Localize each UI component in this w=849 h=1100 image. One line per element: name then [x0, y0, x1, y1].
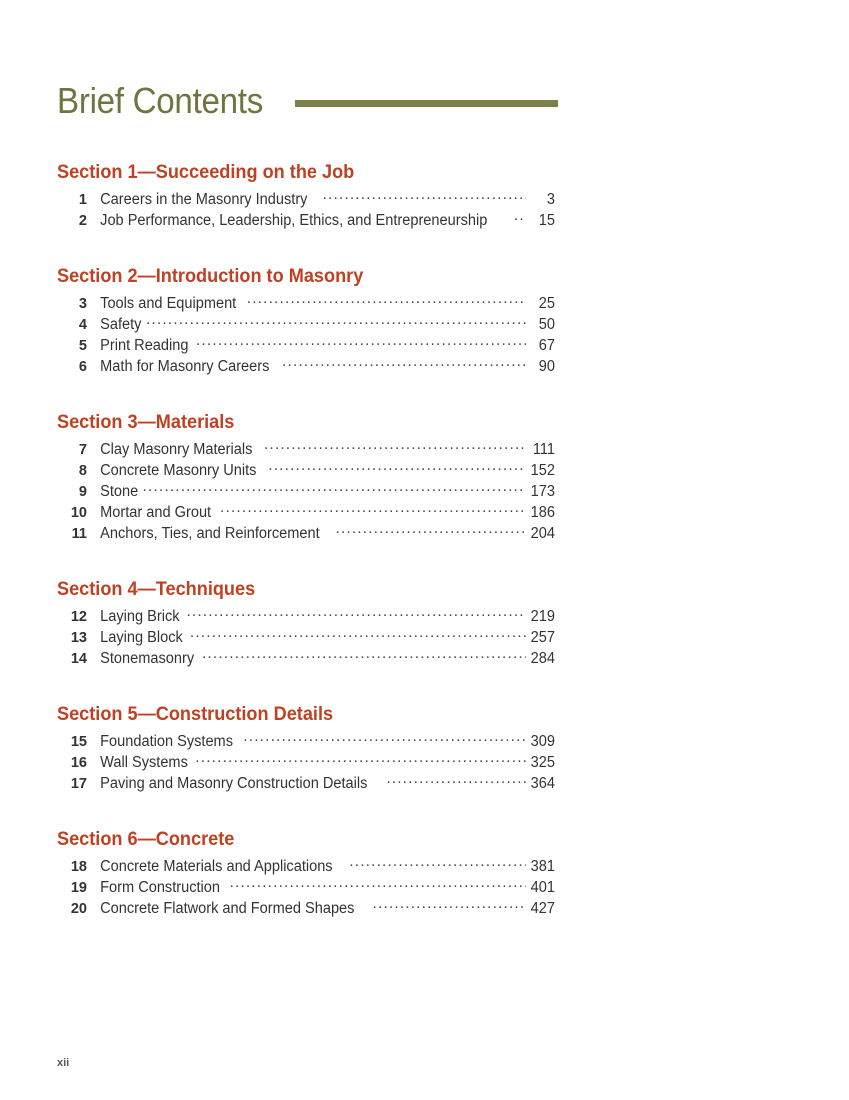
toc-entry-page-number: 152	[530, 462, 555, 479]
toc-entry[interactable]	[57, 855, 555, 876]
page-folio: xii	[57, 1057, 70, 1069]
toc-entry[interactable]	[57, 626, 555, 647]
section-heading: Section 1—Succeeding on the Job	[57, 161, 355, 183]
toc-entry-page-number: 309	[530, 733, 555, 750]
toc-entry-number: 10	[70, 505, 87, 521]
toc-dot-leader	[386, 772, 526, 788]
section-heading: Section 2—Introduction to Masonry	[57, 265, 364, 287]
toc-entry-page-number: 257	[530, 629, 555, 646]
toc-entry-number: 13	[70, 630, 87, 646]
toc-entry[interactable]	[57, 355, 555, 376]
toc-entry-title: Foundation Systems	[100, 733, 233, 750]
toc-entry-title: Safety	[100, 316, 142, 333]
toc-entry-page-number: 173	[530, 483, 555, 500]
toc-entry-title: Concrete Materials and Applications	[100, 858, 333, 875]
section-heading: Section 3—Materials	[57, 411, 235, 433]
toc-dot-leader	[190, 626, 526, 642]
toc-dot-leader	[143, 480, 526, 496]
toc-dot-leader	[264, 438, 526, 454]
toc-entry-page-number: 427	[530, 900, 555, 917]
toc-entry[interactable]	[57, 751, 555, 772]
toc-dot-leader	[282, 355, 526, 371]
toc-entry-title: Laying Brick	[100, 608, 180, 625]
toc-dot-leader	[373, 897, 526, 913]
toc-dot-leader	[186, 605, 526, 621]
toc-dot-leader	[268, 459, 526, 475]
toc-dot-leader	[202, 647, 526, 663]
toc-entry[interactable]	[57, 438, 555, 459]
toc-entry-title: Mortar and Grout	[100, 504, 212, 521]
toc-entry[interactable]	[57, 188, 555, 209]
toc-entry-title: Concrete Masonry Units	[100, 462, 257, 479]
toc-entry-title: Laying Block	[100, 629, 183, 646]
toc-dot-leader	[195, 751, 526, 767]
page-title: Brief Contents	[57, 80, 264, 121]
toc-entry-number: 9	[78, 484, 87, 500]
toc-entry-number: 20	[70, 901, 87, 917]
toc-entry[interactable]	[57, 876, 555, 897]
toc-dot-leader	[229, 876, 526, 892]
toc-entry-title: Clay Masonry Materials	[100, 441, 253, 458]
toc-entry-page-number: 219	[530, 608, 555, 625]
toc-entry[interactable]	[57, 209, 555, 230]
toc-dot-leader	[196, 334, 526, 350]
toc-dot-leader	[514, 209, 526, 225]
toc-entry-number: 12	[70, 609, 87, 625]
toc-entry-page-number: 381	[530, 858, 555, 875]
toc-entry-number: 16	[70, 755, 87, 771]
toc-section	[57, 160, 555, 230]
toc-entry-title: Stone	[100, 483, 139, 500]
toc-section	[57, 702, 555, 793]
toc-entry-page-number: 90	[538, 358, 555, 375]
toc-entry[interactable]	[57, 647, 555, 668]
table-of-contents	[57, 160, 555, 918]
toc-entry[interactable]	[57, 480, 555, 501]
toc-entry-title: Math for Masonry Careers	[100, 358, 270, 375]
toc-entry-title: Tools and Equipment	[100, 295, 237, 312]
toc-entry-number: 2	[78, 213, 87, 229]
section-heading: Section 5—Construction Details	[57, 703, 334, 725]
toc-entry-number: 19	[70, 880, 87, 896]
toc-entry[interactable]	[57, 897, 555, 918]
toc-dot-leader	[243, 730, 526, 746]
toc-section	[57, 410, 555, 543]
toc-entry[interactable]	[57, 459, 555, 480]
toc-entry-number: 18	[70, 859, 87, 875]
toc-entry-number: 15	[70, 734, 87, 750]
toc-entry-title: Job Performance, Leadership, Ethics, and Entrepreneurship	[100, 212, 488, 229]
toc-entry-page-number: 364	[530, 775, 555, 792]
toc-entry-page-number: 3	[546, 191, 555, 208]
toc-dot-leader	[220, 501, 526, 517]
toc-entry[interactable]	[57, 334, 555, 355]
toc-dot-leader	[146, 313, 526, 329]
toc-entry-page-number: 25	[538, 295, 555, 312]
toc-dot-leader	[323, 188, 526, 204]
title-rule-divider	[295, 100, 558, 107]
toc-entry-title: Concrete Flatwork and Formed Shapes	[100, 900, 355, 917]
toc-entry-title: Stonemasonry	[100, 650, 195, 667]
toc-entry-page-number: 186	[530, 504, 555, 521]
toc-entry-number: 7	[78, 442, 87, 458]
toc-entry[interactable]	[57, 313, 555, 334]
page-title-block	[57, 80, 558, 122]
toc-entry-number: 4	[78, 317, 87, 333]
toc-entry-title: Wall Systems	[100, 754, 188, 771]
toc-entry-page-number: 284	[530, 650, 555, 667]
toc-entry-page-number: 67	[538, 337, 555, 354]
toc-entry-page-number: 111	[532, 441, 555, 458]
toc-dot-leader	[335, 522, 526, 538]
toc-entry-page-number: 401	[530, 879, 555, 896]
toc-entry-title: Anchors, Ties, and Reinforcement	[100, 525, 320, 542]
toc-entry-title: Print Reading	[100, 337, 189, 354]
toc-entry-number: 17	[70, 776, 87, 792]
toc-entry-number: 5	[78, 338, 87, 354]
toc-entry[interactable]	[57, 605, 555, 626]
toc-entry-title: Careers in the Masonry Industry	[100, 191, 308, 208]
section-heading: Section 4—Techniques	[57, 578, 256, 600]
toc-entry[interactable]	[57, 730, 555, 751]
toc-entry-number: 14	[70, 651, 87, 667]
section-heading: Section 6—Concrete	[57, 828, 235, 850]
toc-entry-page-number: 325	[530, 754, 555, 771]
toc-section	[57, 827, 555, 918]
toc-dot-leader	[349, 855, 526, 871]
toc-entry[interactable]	[57, 772, 555, 793]
toc-entry-title: Paving and Masonry Construction Details	[100, 775, 368, 792]
toc-entry-page-number: 15	[538, 212, 555, 229]
toc-entry-number: 11	[71, 526, 87, 542]
toc-entry[interactable]	[57, 522, 555, 543]
toc-entry-number: 8	[78, 463, 87, 479]
toc-entry-number: 1	[78, 192, 87, 208]
toc-section	[57, 264, 555, 376]
toc-entry[interactable]	[57, 501, 555, 522]
toc-entry-page-number: 204	[530, 525, 555, 542]
toc-entry[interactable]	[57, 292, 555, 313]
toc-entry-number: 3	[78, 296, 87, 312]
toc-entry-number: 6	[78, 359, 87, 375]
toc-entry-title: Form Construction	[100, 879, 220, 896]
toc-section	[57, 577, 555, 668]
toc-entry-page-number: 50	[538, 316, 555, 333]
toc-dot-leader	[247, 292, 526, 308]
